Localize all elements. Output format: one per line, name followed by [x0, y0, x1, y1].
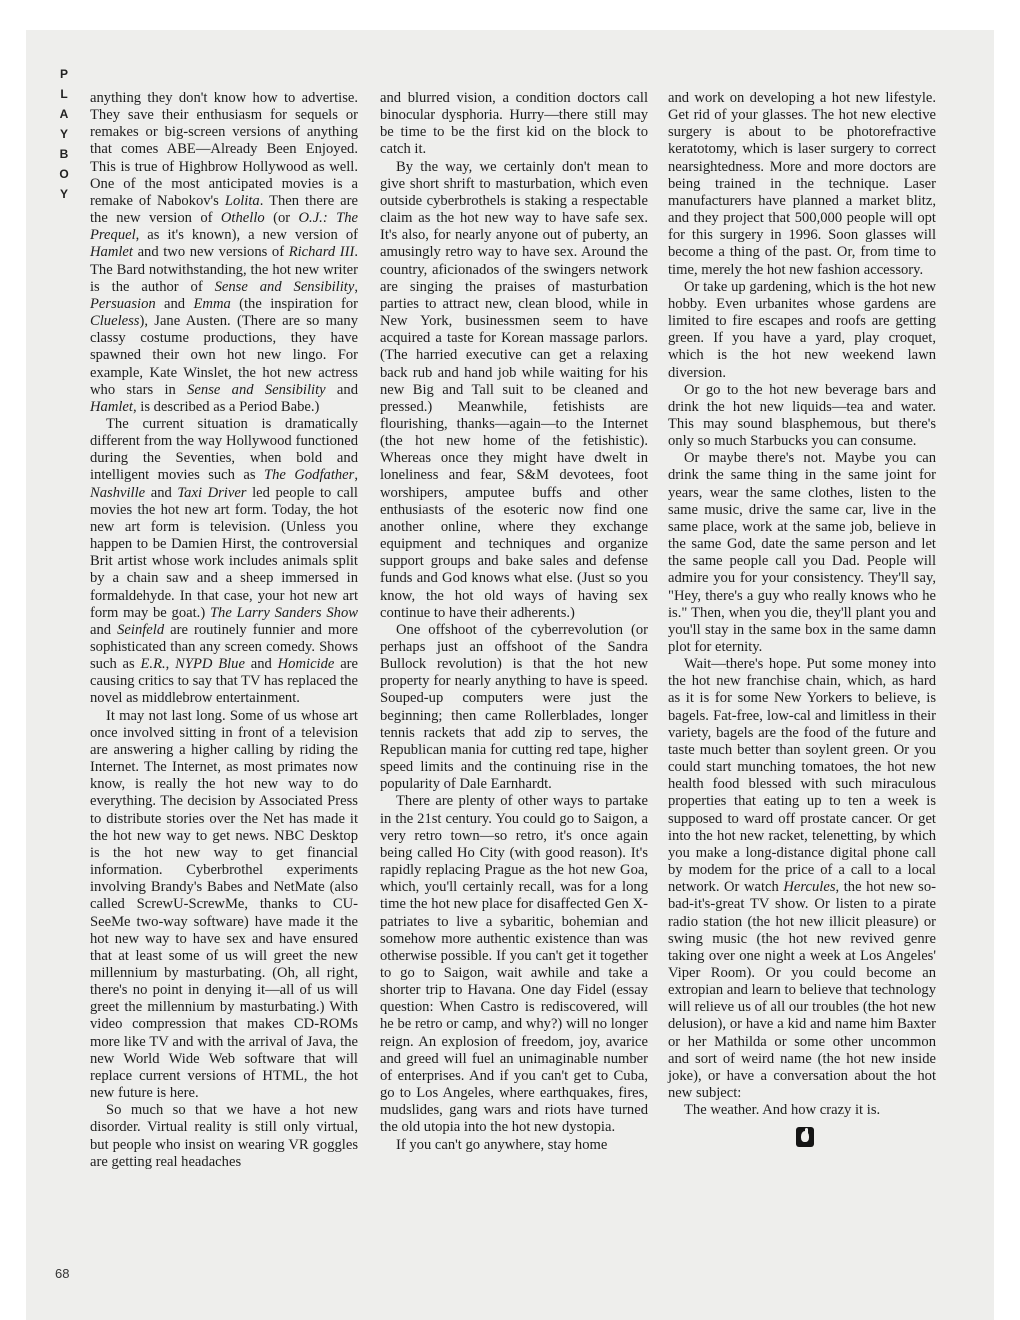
text-run: are routinely funnier and more sophisticated than any screen comedy. Shows such as [90, 621, 358, 673]
text-run: , [354, 278, 358, 295]
running-head-letter: Y [59, 127, 68, 141]
text-run: (or [264, 210, 299, 227]
text-run: and two new versions of [132, 244, 289, 261]
text-run: Or go to the hot new beverage bars and drink the hot new liquids—tea and water. This may sound blasphemous, but there's only so much Starbucks you can consume. [668, 381, 936, 450]
body-paragraph [90, 1102, 358, 1171]
text-run: There are plenty of other ways to partake in the 21st century. You could go to Saigon, a very retro town—so retro, it's once again being called Ho City (with good reason). It's rapidly replacing Prague as the hot new Goa, which, you'll certainly recall, was for a long time the hot new place for disaffected Gen X-patriates to live a sybaritic, bohemian and somehow more authentic existence than was otherwise possible. If you can't get it together to go to Saigon, wait awhile and take a shorter trip to Havana. One day Fidel (essay question: When Castro is rediscovered, will he be retro or camp, and why?) will no longer reign. An explosion of freedom, joy, avarice and greed will fuel an unimaginable number of enterprises. And if you can't get to Cuba, go to Los Angeles, where earthquakes, fires, mudslides, gang wars and riots have turned the old utopia into the hot new dystopia. [380, 793, 648, 1136]
italic-title: Lolita [224, 192, 260, 209]
text-run: and work on developing a hot new lifestyle. Get rid of your glasses. The hot new elective surgery is about to be photorefractive keratotomy, which is laser surgery to correct nearsightedness. More and more doctors are being trained in the technique. Laser manufacturers have planned a market blitz, and they project that 500,000 people will opt for this surgery in 1996. Soon glasses will become a thing of the past. Or, from time to time, merely the hot new fashion accessory. [668, 90, 936, 278]
text-run: , is described as a Period Babe.) [132, 398, 320, 415]
body-paragraph [668, 450, 936, 656]
body-paragraph [90, 416, 358, 708]
running-head-letter: B [59, 147, 69, 161]
running-head-letter: Y [59, 187, 68, 201]
italic-title: Hamlet [90, 244, 133, 261]
italic-title: Emma [193, 295, 231, 312]
text-run: . Then there are the new version of [90, 192, 358, 227]
running-head-letter: L [60, 87, 68, 101]
magazine-page [26, 30, 994, 1320]
text-run: , the hot new so-bad-it's-great TV show. Or listen to a pirate radio station (the hot new illicit pleasure) or swing music (the hot new revived genre taking over one night a week at Los Angeles' Viper Room). Or you could become an extropian and learn to believe that technology will relieve us of all our troubles (the hot new delusion), or have a kid and name him Baxter or her Mathilda or some other uncommon and sort of weird name (the hot new inside joke), or have a conversation about the hot new subject: [668, 879, 936, 1102]
text-run: led people to call movies the hot new art form. Today, the hot new art form is television. (Unless you happen to be Damien Hirst, the controversial Brit artist whose work includes animals split by a chain saw and a sheep immersed in formaldehyde. In that case, your hot new art form may be goat.) [90, 484, 358, 621]
text-run: If you can't go anywhere, stay home [396, 1136, 608, 1153]
italic-title: O.J.: The Prequel [90, 210, 358, 244]
italic-title: Sense and Sensibility [187, 381, 326, 398]
italic-title: Clueless [90, 313, 140, 330]
text-run: and [325, 381, 358, 398]
text-run: By the way, we certainly don't mean to give short shrift to masturbation, which even outside cyberbrothels is staking a respectable claim as the hot new way to have safe sex. It's also, for nearly anyone out of puberty, an amusingly retro way to have sex. Around the country, aficionados of the swingers network are singing the praises of masturbation parties to attract new, clean blood, while in New York, businessmen seem to have acquired a taste for Korean massage parlors. (The harried executive can get a relaxing back rub and hand job while waiting for his new Big and Tall suit to be cleaned and pressed.) Meanwhile, fetishists are flourishing, thanks—again—to the Internet (the hot new home of the fetishistic). Whereas once they might have dwelt in loneliness and fear, S&M devotees, foot worshipers, amputee buffs and other enthusiasts of the esoteric now find one another online, where they exchange equipment and techniques and organize support groups and bake sales and defense funds and God knows what else. (Just so you know, the hot old ways of having sex continue to have their adherents.) [380, 158, 648, 621]
italic-title: Seinfeld [117, 621, 165, 638]
text-run: Or take up gardening, which is the hot new hobby. Even urbanites whose gardens are limited to fire escapes and roofs are getting green. If you have a yard, play croquet, which is the hot new weekend lawn diversion. [668, 278, 936, 381]
column-3 [668, 90, 936, 1147]
body-paragraph [380, 90, 648, 159]
text-run: , [165, 656, 176, 673]
italic-title: The Godfather [264, 467, 355, 484]
italic-title: Hamlet [90, 398, 133, 415]
italic-title: Persuasion [90, 295, 156, 312]
body-paragraph [380, 793, 648, 1136]
text-run: and [90, 621, 118, 638]
running-head [55, 64, 73, 204]
italic-title: The Larry Sanders Show [209, 604, 358, 621]
body-paragraph [668, 279, 936, 382]
italic-title: E.R. [140, 656, 166, 673]
body-paragraph [668, 382, 936, 451]
text-run: It may not last long. Some of us whose art once involved sitting in front of a television are answering a higher calling by riding the Internet. The Internet, as most primates now know, is really the hot new way to do everything. The decision by Associated Press to distribute stories over the Net has made it the hot new way to get news. NBC Desktop is the hot new way to get financial information. Cyberbrothel experiments involving Brandy's Babes and NetMate (also called ScrewU-ScrewMe, thanks to CU-SeeMe two-way software) have made it the hot new way to have sex and have ensured that at least some of us will greet the new millennium by masturbating. (Oh, all right, there's no point in denying it—all of us will greet the millennium by masturbating.) With video compression that makes CD-ROMs more like TV and with the arrival of Java, the new World Wide Web software that will replace current versions of HTML, the hot new future is here. [90, 707, 358, 1102]
text-run: are causing critics to say that TV has replaced the novel as middlebrow entertainment. [90, 656, 359, 707]
text-run: One offshoot of the cyberrevolution (or perhaps just an offshoot of the Sandra Bullock revolution) is that the hot new property for nearly anything to have is speed. Souped-up computers were just the beginning; then came Rollerblades, longer tennis rackets that add zip to serves, the Republican mania for cutting red tape, higher speed limits and the continuing rise in the popularity of Dale Earnhardt. [380, 621, 648, 793]
text-run: , [354, 467, 358, 484]
italic-title: Sense and Sensibility [214, 278, 355, 295]
text-run: and [244, 656, 278, 673]
text-run: ), Jane Austen. (There are so many classy costume productions, they have spawned their own hot new lingo. For example, Kate Winslet, the hot new actress who stars in [90, 313, 358, 398]
text-run: anything they don't know how to advertise. They save their enthusiasm for sequels or remakes or big-screen versions of anything that comes ABE—Already Been Enjoyed. This is true of Highbrow Hollywood as well. One of the most anticipated movies is a remake of Nabokov's [90, 90, 358, 209]
text-run: So much so that we have a hot new disorder. Virtual reality is still only virtual, but people who insist on wearing VR goggles are getting real headaches [90, 1102, 358, 1170]
italic-title: Othello [220, 210, 265, 227]
text-run: The weather. And how crazy it is. [684, 1102, 881, 1119]
body-paragraph [90, 708, 358, 1103]
column-2 [380, 90, 648, 1154]
body-paragraph [668, 1102, 936, 1119]
text-run: and [145, 484, 178, 501]
body-paragraph [380, 159, 648, 622]
italic-title: Homicide [277, 656, 335, 673]
body-paragraph [668, 90, 936, 279]
text-run: (the inspiration for [230, 295, 359, 312]
body-paragraph [380, 1137, 648, 1154]
body-paragraph [90, 90, 358, 416]
body-paragraph [668, 656, 936, 1102]
italic-title: Hercules [783, 879, 836, 896]
text-run: , as it's known), a new version of [135, 227, 358, 244]
italic-title: NYPD Blue [175, 656, 245, 673]
text-run: and blurred vision, a condition doctors call binocular dysphoria. Hurry—there still may be time to be the first kid on the block to catch it. [380, 90, 648, 158]
text-run: Or maybe there's not. Maybe you can drink the same thing in the same joint for years, wear the same clothes, listen to the same music, drive the same car, live in the same place, work at the same job, believe in the same God, date the same person and let the same people call you Dad. People will admire you for your consistency. They'll say, "Hey, there's a guy who really knows who he is." Then, when you die, they'll plant you and you'll stay in the same box in the same damn plot for eternity. [668, 450, 936, 655]
italic-title: Nashville [90, 484, 146, 501]
running-head-letter: P [59, 67, 68, 81]
running-head-letter: A [59, 107, 69, 121]
text-run: The current situation is dramatically different from the way Hollywood functioned during the Seventies, when bold and intelligent movies such as [90, 415, 358, 484]
text-run: and [155, 295, 194, 312]
italic-title: Taxi Driver [177, 484, 247, 501]
text-run: . The Bard notwithstanding, the hot new writer is the author of [90, 244, 359, 295]
text-run: Wait—there's hope. Put some money into the hot new franchise chain, which, as hard as it is for some New Yorkers to believe, is bagels. Fat-free, low-cal and limitless in their variety, bagels are the food of the future and taste much better than soylent green. Or you could start munching tomatoes, the hot new health food blessed with such miraculous properties that eating up to ten a week is supposed to ward off prostate cancer. Or get into the hot new racket, telenetting, by which you make a long-distance digital phone call by modem for the price of a call to a local network. Or watch [668, 656, 936, 896]
page-number: 68 [55, 1266, 70, 1281]
rabbit-head-icon [796, 1127, 814, 1147]
running-head-letter: O [59, 167, 69, 181]
italic-title: Richard III [288, 244, 355, 261]
column-1 [90, 90, 358, 1171]
body-paragraph [380, 622, 648, 794]
